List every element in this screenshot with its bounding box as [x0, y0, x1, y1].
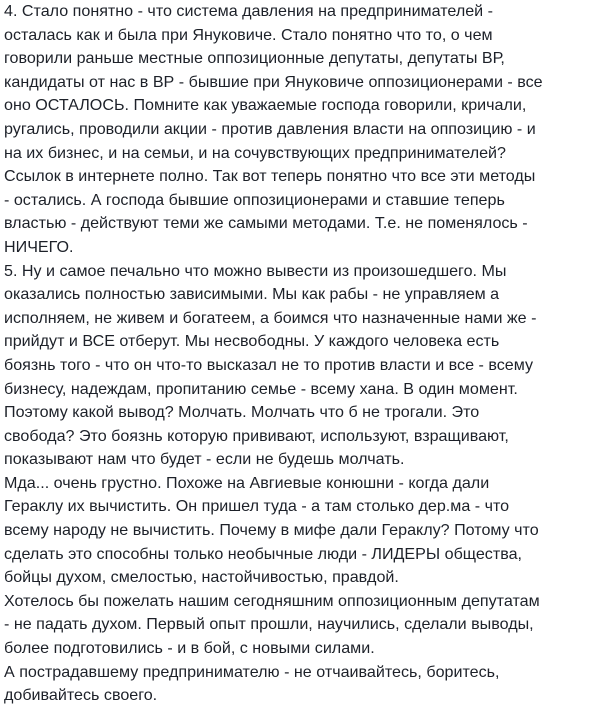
text-line: на их бизнес, и на семьи, и на сочувствующих предпринимателей? — [4, 143, 506, 162]
text-line: всему народу не вычистить. Почему в мифе дали Гераклу? Потому что — [4, 521, 539, 540]
text-line: Ссылок в интернете полно. Так вот теперь понятно что все эти методы — [4, 167, 536, 186]
text-line: Гераклу их вычистить. Он пришел туда - а там столько дер.ма - что — [4, 497, 510, 516]
text-line: А пострадавшему предпринимателю - не отчаивайтесь, боритесь, — [4, 662, 500, 681]
text-line: властью - действуют теми же самыми методами. Т.е. не поменялось - — [4, 214, 528, 233]
text-line: НИЧЕГО. — [4, 237, 74, 256]
text-line: бизнесу, надеждам, пропитанию семье - всему хана. В один момент. — [4, 379, 518, 398]
text-line: сделать это способны только необычные люди - ЛИДЕРЫ общества, — [4, 544, 523, 563]
text-line: осталась как и была при Януковиче. Стало понятно что то, о чем — [4, 25, 493, 44]
text-line: оказались полностью зависимыми. Мы как рабы - не управляем а — [4, 285, 500, 304]
text-line: ругались, проводили акции - против давления власти на оппозицию - и — [4, 119, 536, 138]
text-line: Хотелось бы пожелать нашим сегодняшним оппозиционным депутатам — [4, 591, 540, 610]
text-line: говорили раньше местные оппозиционные депутаты, депутаты ВР, — [4, 49, 505, 68]
text-line: - не падать духом. Первый опыт прошли, научились, сделали выводы, — [4, 615, 534, 634]
text-line: 5. Ну и самое печально что можно вывести из произошедшего. Мы — [4, 261, 507, 280]
text-line: прийдут и ВСЕ отберут. Мы несвободны. У каждого человека есть — [4, 332, 500, 351]
text-line: - остались. А господа бывшие оппозиционерами и ставшие теперь — [4, 190, 505, 209]
text-line: кандидаты от нас в ВР - бывшие при Януковиче оппозиционерами - все — [4, 72, 543, 91]
text-line: показывают нам что будет - если не будешь молчать. — [4, 450, 405, 469]
text-line: добивайтесь своего. — [4, 686, 158, 705]
text-line: Поэтому какой вывод? Молчать. Молчать что б не трогали. Это — [4, 403, 480, 422]
text-line: исполняем, не живем и богатеем, а боимся что назначенные нами же - — [4, 308, 537, 327]
text-line: Мда... очень грустно. Похоже на Авгиевые конюшни - когда дали — [4, 473, 490, 492]
text-line: оно ОСТАЛОСЬ. Помните как уважаемые господа говорили, кричали, — [4, 96, 527, 115]
text-line: свобода? Это боязнь которую прививают, используют, взращивают, — [4, 426, 509, 445]
text-line: 4. Стало понятно - что система давления на предпринимателей - — [4, 2, 493, 20]
text-line: более подготовились - и в бой, с новыми силами. — [4, 639, 375, 658]
text-line: бойцы духом, смелостью, настойчивостью, правдой. — [4, 568, 399, 587]
text-line: боязнь того - что он что-то высказал не то против власти и все - всему — [4, 355, 533, 374]
